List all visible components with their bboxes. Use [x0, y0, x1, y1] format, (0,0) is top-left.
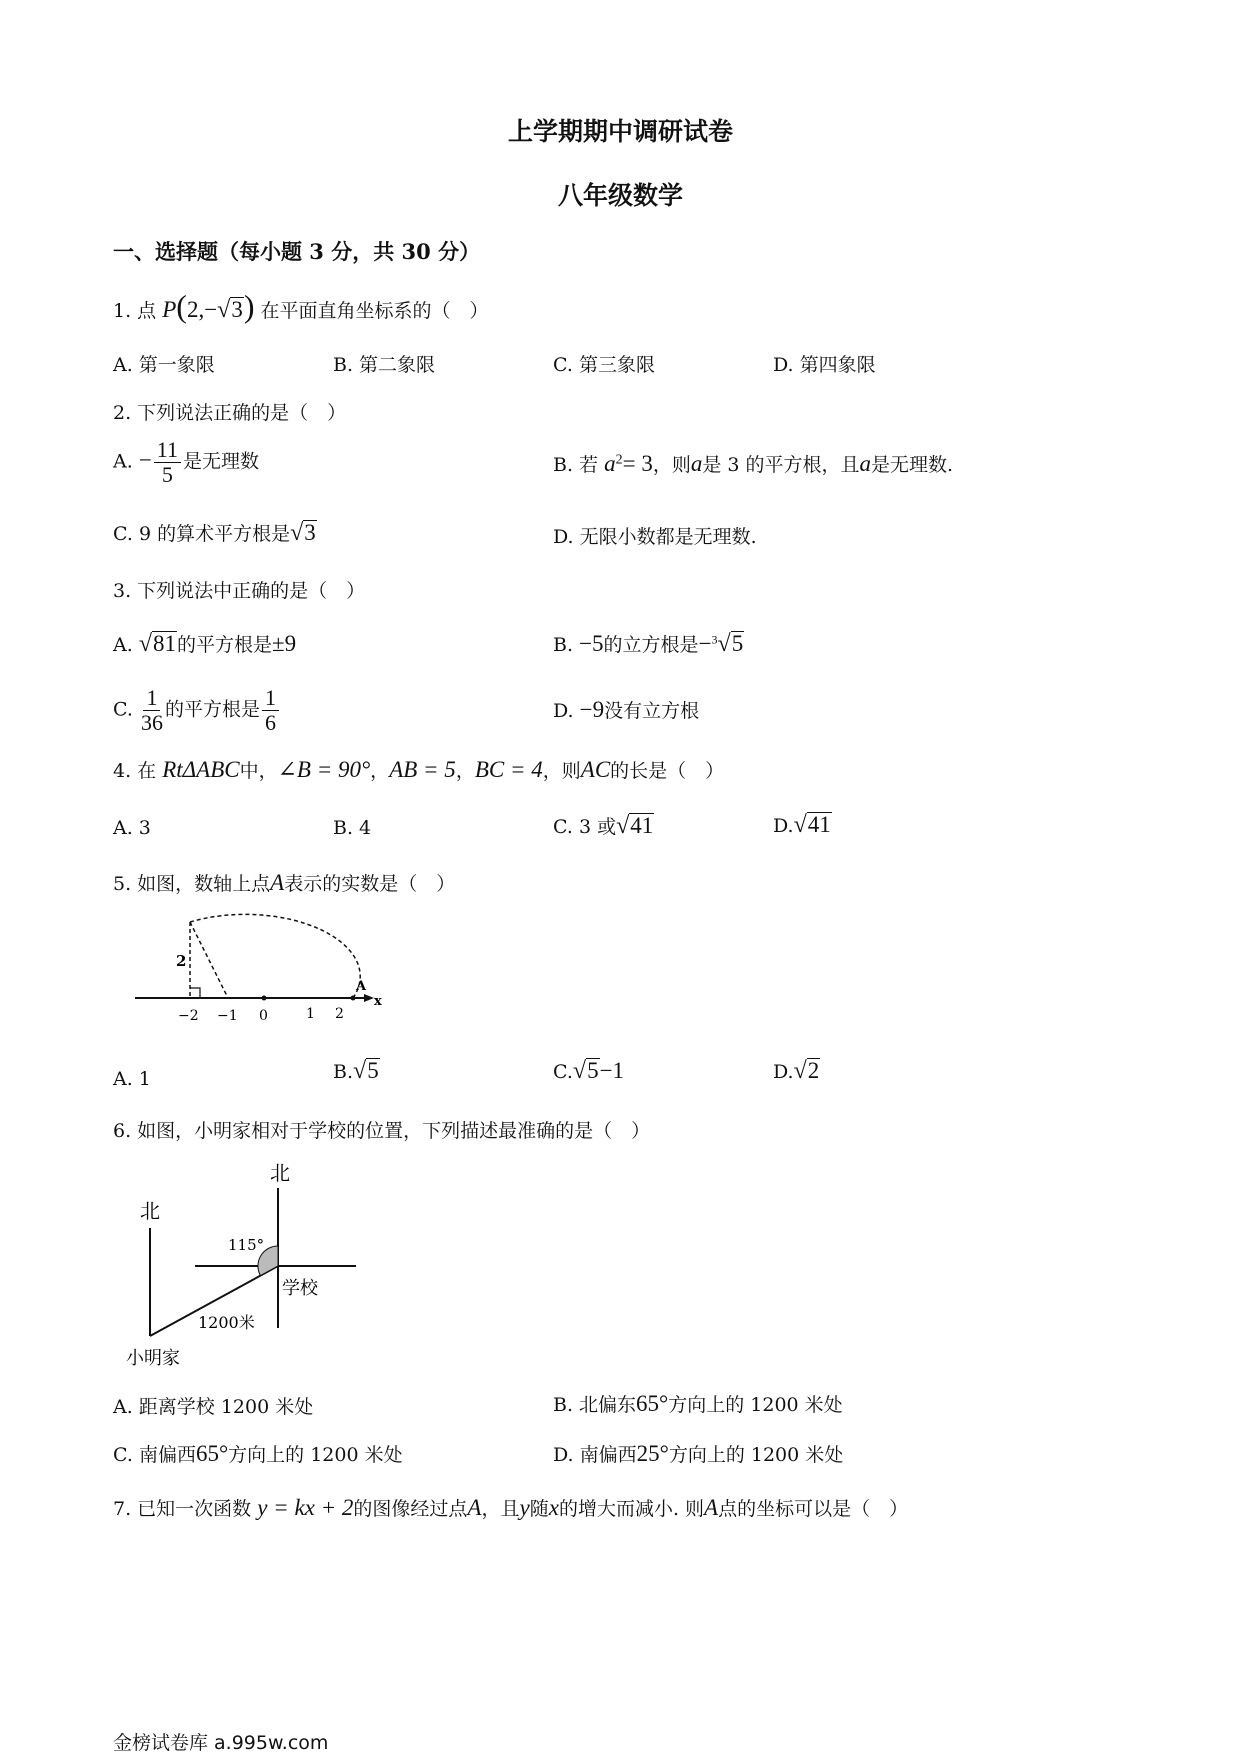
point-a-label: A: [356, 979, 367, 994]
origin-dot: [262, 996, 267, 1001]
question-2-option-b[interactable]: B. 若 $a^2= 3$，则a是 3 的平方根，且a是无理数.: [553, 451, 954, 476]
question-3-option-b[interactable]: B. −5的立方根是−$^3$√5: [553, 631, 744, 657]
footer-watermark: 金榜试卷库 a.995w.com: [113, 1732, 329, 1754]
question-3-option-a[interactable]: A. √81的平方根是±9: [113, 631, 297, 657]
tick-label: −1: [217, 1008, 238, 1024]
exam-subtitle: 八年级数学: [557, 181, 683, 210]
distance-label: 1200米: [198, 1313, 255, 1332]
question-3-option-d[interactable]: D. −9没有立方根: [553, 697, 700, 722]
angle-label: 115°: [228, 1236, 265, 1254]
height-label: 2: [176, 952, 187, 970]
section-heading: 一、选择题（每小题 3 分，共 30 分）: [113, 239, 481, 264]
direction-figure: [120, 1158, 370, 1373]
question-4-option-b[interactable]: B. 4: [333, 817, 372, 839]
question-3-option-c[interactable]: C. $\frac{1}{36}$ 的平方根是 $\frac{1}{6}$: [113, 686, 281, 735]
question-1-option-c[interactable]: C. 第三象限: [553, 354, 655, 376]
question-1-option-a[interactable]: A. 第一象限: [113, 354, 215, 376]
question-5-option-a[interactable]: A. 1: [113, 1068, 151, 1090]
question-1-stem: 1. 点 P(2,−√3) 在平面直角坐标系的（ ）: [113, 288, 489, 324]
question-1-option-d[interactable]: D. 第四象限: [773, 354, 876, 376]
point-a-dot: [351, 996, 356, 1001]
hypotenuse-segment: [190, 922, 228, 998]
axis-x-label: x: [374, 994, 382, 1009]
question-2-option-a[interactable]: A. − $\frac{11}{5}$ 是无理数: [113, 437, 259, 488]
arc-dashed: [190, 914, 360, 998]
number-line-figure: [130, 910, 390, 1035]
question-5-option-c[interactable]: C.√5−1: [553, 1058, 625, 1084]
question-2-option-d[interactable]: D. 无限小数都是无理数.: [553, 526, 757, 548]
tick-label: −2: [178, 1008, 199, 1024]
question-5-option-d[interactable]: D.√2: [773, 1058, 820, 1084]
question-6-option-a[interactable]: A. 距离学校 1200 米处: [113, 1396, 314, 1418]
question-3-stem: 3. 下列说法中正确的是（ ）: [113, 580, 366, 602]
north-label: 北: [140, 1199, 160, 1223]
question-4-option-d[interactable]: D.√41: [773, 812, 831, 838]
tick-label: 0: [259, 1008, 268, 1024]
question-1-option-b[interactable]: B. 第二象限: [333, 354, 436, 376]
question-4-option-a[interactable]: A. 3: [113, 817, 151, 839]
question-7-stem: 7. 已知一次函数 y = kx + 2的图像经过点A，且y随x的增大而减小. 则A点的坐标可以是（ ）: [113, 1495, 909, 1520]
home-label: 小明家: [126, 1348, 180, 1369]
north-label: 北: [270, 1161, 290, 1185]
tick-label: 1: [306, 1006, 315, 1022]
question-6-stem: 6. 如图，小明家相对于学校的位置，下列描述最准确的是（ ）: [113, 1120, 651, 1142]
axis-arrow: [364, 994, 374, 1002]
school-label: 学校: [282, 1278, 318, 1299]
question-6-option-b[interactable]: B. 北偏东65°方向上的 1200 米处: [553, 1391, 843, 1416]
question-4-stem: 4. 在 RtΔABC中，∠B = 90°，AB = 5，BC = 4，则AC的长是（ ）: [113, 757, 725, 782]
tick-label: 2: [335, 1006, 344, 1022]
question-5-stem: 5. 如图，数轴上点A表示的实数是（ ）: [113, 870, 456, 895]
question-2-option-c[interactable]: C. 9 的算术平方根是√3: [113, 520, 316, 546]
question-6-option-d[interactable]: D. 南偏西25°方向上的 1200 米处: [553, 1441, 844, 1466]
question-5-option-b[interactable]: B.√5: [333, 1058, 379, 1084]
exam-title: 上学期期中调研试卷: [507, 117, 733, 146]
question-6-option-c[interactable]: C. 南偏西65°方向上的 1200 米处: [113, 1441, 403, 1466]
question-2-stem: 2. 下列说法正确的是（ ）: [113, 402, 347, 424]
question-4-option-c[interactable]: C. 3 或√41: [553, 813, 654, 839]
right-angle-mark: [190, 988, 200, 998]
